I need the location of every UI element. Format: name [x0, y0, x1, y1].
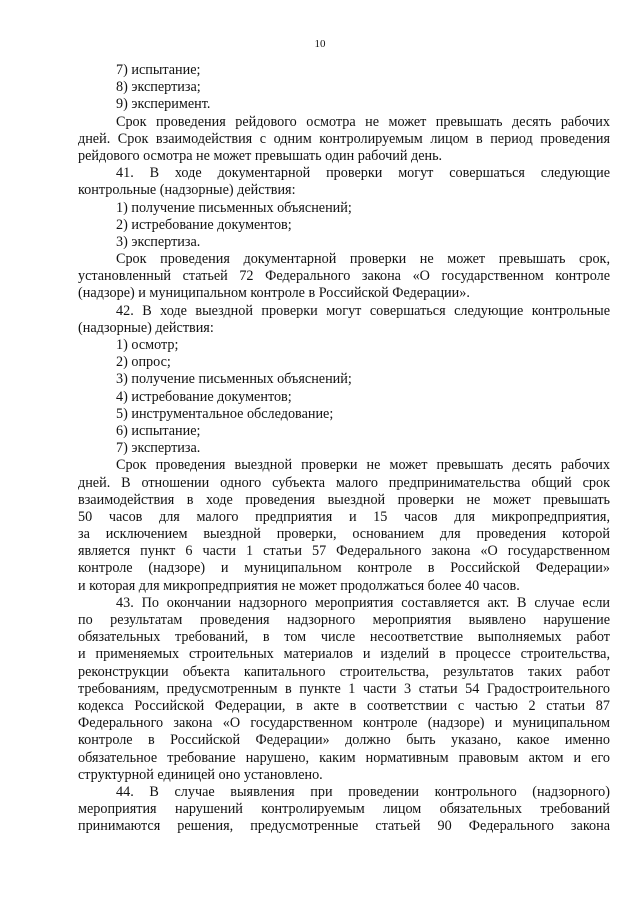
text-line: и применяемых строительных материалов и изделий в процессе строительства, [78, 646, 610, 663]
text-line: 42. В ходе выездной проверки могут совершаться следующие контрольные [116, 302, 610, 319]
text-line: 3) экспертиза. [116, 233, 201, 250]
text-line: обязательное требование нарушено, каким нормативным правовым актом и его [78, 749, 610, 766]
text-line: 1) осмотр; [116, 337, 179, 353]
text-line: 7) экспертиза. [116, 440, 201, 457]
text-line: обязательных требований, в том числе несоответствие выполняемых работ [78, 629, 610, 646]
text-line: Срок проведения документарной проверки не может превышать срок, [116, 251, 610, 268]
text-line: 44. В случае выявления при проведении контрольного (надзорного) [116, 783, 610, 800]
text-line: контроле в Российской Федерации» должно быть указано, какое именно [78, 732, 610, 749]
text-line: Срок проведения рейдового осмотра не может превышать десять рабочих [116, 113, 610, 130]
text-line: 43. По окончании надзорного мероприятия составляется акт. В случае если [116, 594, 610, 611]
text-line: 41. В ходе документарной проверки могут совершаться следующие [116, 165, 610, 182]
text-line: 3) получение письменных объяснений; [116, 371, 352, 388]
text-line: 2) опрос; [116, 354, 171, 371]
text-line: по результатам проведения надзорного мероприятия выявлено нарушение [78, 612, 610, 628]
text-line: 4) истребование документов; [116, 388, 292, 405]
text-line: реконструкции объекта капитального строительства, результатов таких работ [78, 663, 610, 680]
text-line: контрольные (надзорные) действия: [78, 182, 296, 199]
text-line: и которая для микропредприятия не может продолжаться более 40 часов. [78, 577, 520, 594]
text-line: (надзоре) и муниципальном контроле в Российской Федерации». [78, 285, 470, 302]
text-line: 8) экспертиза; [116, 79, 201, 96]
text-line: принимаются решения, предусмотренные статьей 90 Федерального закона [78, 818, 610, 835]
text-line: является пункт 6 части 1 статьи 57 Федерального закона «О государственном [78, 543, 610, 560]
text-line: кодекса Российской Федерации, в акте в соответствии с частью 2 статьи 87 [78, 697, 610, 714]
text-line: дней. Срок взаимодействия с одним контролируемым лицом в период проведения [78, 130, 610, 147]
text-line: 7) испытание; [116, 62, 201, 78]
text-line: установленный статьей 72 Федерального закона «О государственном контроле [78, 268, 610, 285]
text-line: 5) инструментальное обследование; [116, 405, 334, 422]
text-line: 6) испытание; [116, 422, 201, 439]
text-line: 9) эксперимент. [116, 96, 211, 113]
text-line: дней. В отношении одного субъекта малого предпринимательства общий срок [78, 474, 610, 491]
text-line: (надзорные) действия: [78, 319, 214, 336]
text-line: Срок проведения выездной проверки не может превышать десять рабочих [116, 457, 610, 474]
text-line: рейдового осмотра не может превышать один рабочий день. [78, 147, 443, 164]
text-line: требованиям, предусмотренным в пункте 1 части 3 статьи 54 Градостроительного [78, 680, 610, 697]
text-line: 2) истребование документов; [116, 216, 292, 233]
text-line: 1) получение письменных объяснений; [116, 199, 352, 216]
page-number: 10 [314, 38, 326, 50]
text-line: мероприятия нарушений контролируемым лицом обязательных требований [78, 801, 610, 818]
text-line: за исключением выездной проверки, основанием для проведения которой [78, 526, 610, 543]
text-line: структурной единицей оно установлено. [78, 766, 323, 783]
text-line: Федерального закона «О государственном контроле (надзоре) и муниципальном [78, 715, 610, 732]
text-line: контроле (надзоре) и муниципальном контроле в Российской Федерации» [78, 560, 610, 577]
text-line: взаимодействия в ходе проведения выездной проверки не может превышать [78, 491, 610, 508]
text-line: 50 часов для малого предприятия и 15 часов для микропредприятия, [78, 508, 610, 525]
document-body [78, 62, 610, 835]
